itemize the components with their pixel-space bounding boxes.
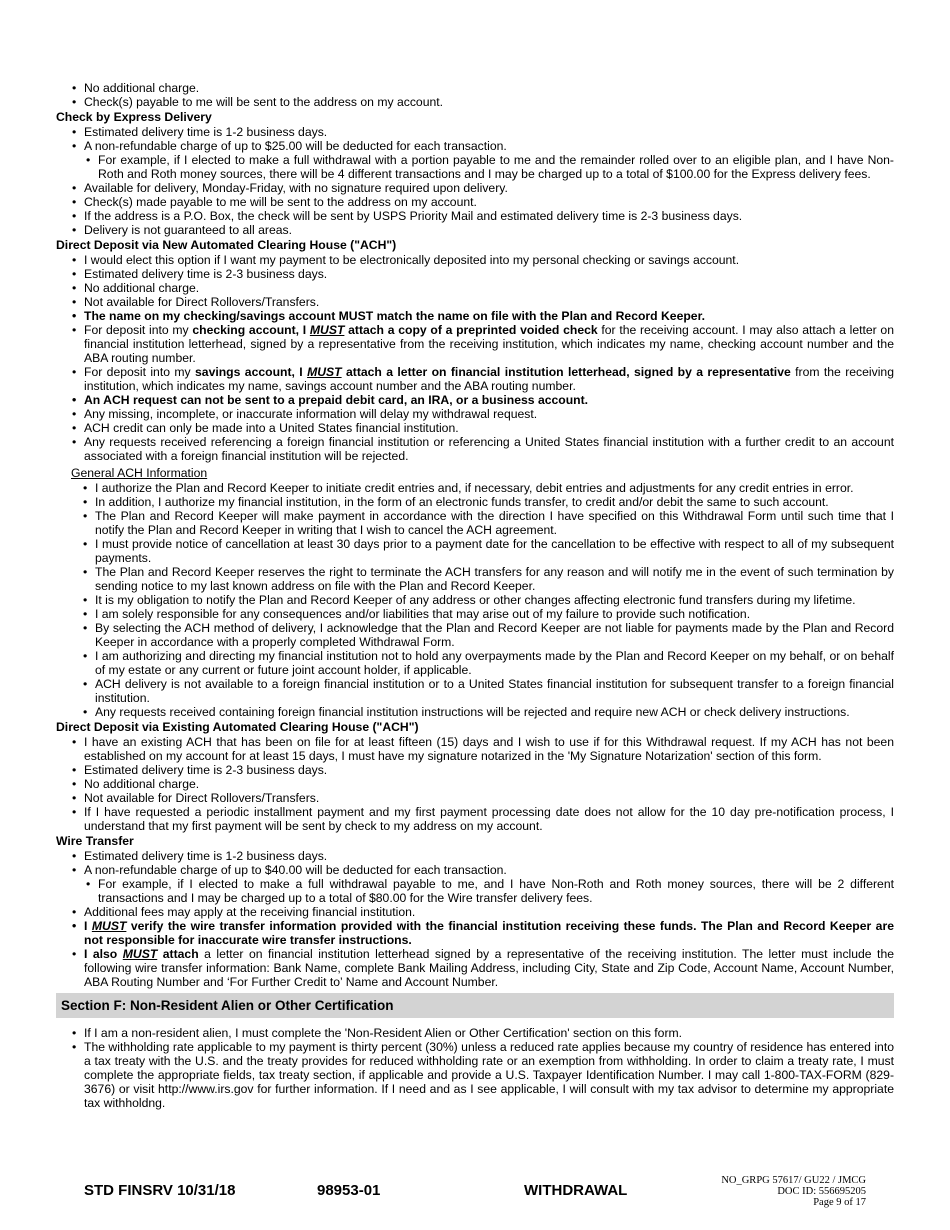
- list-item: • By selecting the ACH method of delivery, I acknowledge that the Plan and Record Keeper are not liable for payments made by the Plan and Record Keeper in accordance with a properly completed Withdrawal Form.: [95, 621, 894, 649]
- list-item: [84, 863, 894, 905]
- text: I also: [84, 947, 123, 961]
- text: checking account, I: [192, 323, 310, 337]
- list-item: • The withholding rate applicable to my payment is thirty percent (30%) unless a reduced rate applies because my country of residence has entered into a tax treaty with the U.S. and the treaty provides for reduced withholding rate or an exemption from withholding. In order to claim a treaty rate, I must complete the appropriate fields, tax treaty section, if applicable and provide a U.S. Taxpayer Identification Number. I may call 1-800-TAX-FORM (829-3676) or visit http://www.irs.gov for further information. If I need and as I see applicable, I will consult with my tax advisor to determine my appropriate tax withholdng.: [84, 1040, 894, 1110]
- text: a letter on financial institution letterhead signed by a representative of the receiving institution. The letter must include the following wire transfer information: Bank Name, complete Bank Mailing Address, including City, State and Zip Code, Account Name, Account Number, ABA Routing Number and ‘For Further Credit to’ Name and Account Number.: [84, 947, 894, 989]
- list-item: • It is my obligation to notify the Plan and Record Keeper of any address or other changes affecting electronic fund transfers during my lifetime.: [95, 593, 894, 607]
- list-item: • Estimated delivery time is 2-3 business days.: [84, 763, 894, 777]
- list-item: • No additional charge.: [84, 81, 894, 95]
- text: attach: [157, 947, 199, 961]
- list-item: • Delivery is not guaranteed to all areas.: [84, 223, 894, 237]
- list-item: • If I am a non-resident alien, I must complete the 'Non-Resident Alien or Other Certification' section on this form.: [84, 1026, 894, 1040]
- list-item: • The Plan and Record Keeper will make payment in accordance with the direction I have specified on this Withdrawal Form until such time that I notify the Plan and Record Keeper in writing that I wish to cancel the ACH agreement.: [95, 509, 894, 537]
- list-item: • I would elect this option if I want my payment to be electronically deposited into my personal checking or savings account.: [84, 253, 894, 267]
- list-item-text: A non-refundable charge of up to $40.00 will be deducted for each transaction.: [84, 863, 507, 877]
- general-ach-heading: [71, 465, 894, 481]
- text: for the receiving account. I may also attach a letter on financial institution letterhead, signed by a representative from the receiving institution, which indicates my name, checking account number and the ABA routing number.: [84, 323, 894, 365]
- list-item: • Not available for Direct Rollovers/Transfers.: [84, 791, 894, 805]
- page-footer: [0, 1172, 950, 1222]
- list-item: • If I have requested a periodic installment payment and my first payment processing date does not allow for the 10 day pre-notification process, I understand that my first payment will be sent by check to my address on my account.: [84, 805, 894, 833]
- wire-heading: Wire Transfer: [56, 834, 134, 848]
- list-item: • I am solely responsible for any consequences and/or liabilities that may arise out of my failure to provide such notification.: [95, 607, 894, 621]
- list-item: • For example, if I elected to make a full withdrawal with a portion payable to me and the remainder rolled over to an eligible plan, and I have Non-Roth and Roth money sources, there will be 4 different transactions and I may be charged up to a total of $100.00 for the Express delivery fees.: [98, 153, 894, 181]
- text: For deposit into my: [84, 323, 193, 337]
- text: attach a copy of a preprinted voided check: [344, 323, 598, 337]
- text: I: [84, 919, 92, 933]
- list-item: [84, 139, 894, 181]
- list-item: • I have an existing ACH that has been on file for at least fifteen (15) days and I wish to use if for this Withdrawal request. If my ACH has not been established on my account for at least 15 days, I must have my signature notarized in the 'My Signature Notarization' section of this form.: [84, 735, 894, 763]
- express-list: [84, 125, 894, 237]
- list-item: • The Plan and Record Keeper reserves the right to terminate the ACH transfers for any reason and will notify me in the event of such termination by sending notice to my last known address on file with the Plan and Record Keeper.: [95, 565, 894, 593]
- wire-list: [84, 849, 894, 989]
- ach-new-heading: Direct Deposit via New Automated Clearing House ("ACH"): [56, 238, 397, 252]
- document-body: [56, 81, 894, 1110]
- list-item: • If the address is a P.O. Box, the check will be sent by USPS Priority Mail and estimated delivery time is 2-3 business days.: [84, 209, 894, 223]
- list-item: • Available for delivery, Monday-Friday, with no signature required upon delivery.: [84, 181, 894, 195]
- list-item: • I am authorizing and directing my financial institution not to hold any overpayments made by the Plan and Record Keeper on my behalf, or on behalf of my estate or any current or future joint account holder, if applicable.: [95, 649, 894, 677]
- list-item: • The name on my checking/savings account MUST match the name on file with the Plan and Record Keeper.: [84, 309, 894, 323]
- express-heading: Check by Express Delivery: [56, 110, 212, 124]
- ach-existing-list: [84, 735, 894, 833]
- sub-list: [98, 877, 894, 905]
- list-item: • No additional charge.: [84, 777, 894, 791]
- section-f-list: [84, 1026, 894, 1110]
- form-id: STD FINSRV 10/31/18: [84, 1182, 236, 1199]
- list-item: • ACH credit can only be made into a United States financial institution.: [84, 421, 894, 435]
- list-item: • Any requests received referencing a foreign financial institution or referencing a United States financial institution with a further credit to an account associated with a foreign financial institution will be rejected.: [84, 435, 894, 463]
- text: For deposit into my: [84, 365, 196, 379]
- list-item: [84, 365, 894, 393]
- section-f-header: Section F: Non-Resident Alien or Other Certification: [56, 993, 894, 1018]
- doc-id: DOC ID: 556695205: [777, 1186, 866, 1197]
- page-number: Page 9 of 17: [813, 1197, 866, 1208]
- text: General ACH Information: [71, 466, 208, 480]
- list-item: • Additional fees may apply at the receiving financial institution.: [84, 905, 894, 919]
- ach-existing-heading: Direct Deposit via Existing Automated Clearing House ("ACH"): [56, 720, 419, 734]
- must-emphasis: MUST: [91, 919, 127, 933]
- list-item: • For example, if I elected to make a full withdrawal payable to me, and I have Non-Roth and Roth money sources, there will be 2 different transactions and I may be charged up to a total of $80.00 for the Wire transfer delivery fees.: [98, 877, 894, 905]
- document-info: [700, 1175, 866, 1208]
- must-emphasis: MUST: [122, 947, 158, 961]
- list-item: • Estimated delivery time is 2-3 business days.: [84, 267, 894, 281]
- must-emphasis: MUST: [309, 323, 345, 337]
- check-list: [84, 81, 894, 109]
- general-ach-list: [95, 481, 894, 719]
- list-item: [84, 919, 894, 947]
- list-item: • Check(s) made payable to me will be sent to the address on my account.: [84, 195, 894, 209]
- sub-list: [98, 153, 894, 181]
- list-item: • Any missing, incomplete, or inaccurate information will delay my withdrawal request.: [84, 407, 894, 421]
- form-number: 98953-01: [317, 1182, 381, 1199]
- text: from the receiving institution, which indicates my name, savings account number and the ABA routing number.: [84, 365, 894, 393]
- list-item: • No additional charge.: [84, 281, 894, 295]
- list-item: • ACH delivery is not available to a foreign financial institution or to a United States financial institution for subsequent transfer to a foreign financial institution.: [95, 677, 894, 705]
- list-item: • I must provide notice of cancellation at least 30 days prior to a payment date for the cancellation to be effective with respect to all of my subsequent payments.: [95, 537, 894, 565]
- list-item: • Check(s) payable to me will be sent to the address on my account.: [84, 95, 894, 109]
- group-code: NO_GRPG 57617/ GU22 / JMCG: [721, 1175, 866, 1186]
- list-item: • Not available for Direct Rollovers/Transfers.: [84, 295, 894, 309]
- text: verify the wire transfer information provided with the financial institution receiving these funds. The Plan and Record Keeper are not responsible for inaccurate wire transfer instructions.: [84, 919, 894, 947]
- text: attach a letter on financial institution letterhead, signed by a representative: [341, 365, 791, 379]
- list-item: • Estimated delivery time is 1-2 business days.: [84, 125, 894, 139]
- list-item: • Any requests received containing foreign financial institution instructions will be rejected and require new ACH or check delivery instructions.: [95, 705, 894, 719]
- text: savings account, I: [195, 365, 308, 379]
- list-item: • I authorize the Plan and Record Keeper to initiate credit entries and, if necessary, debit entries and adjustments for any credit entries in error.: [95, 481, 894, 495]
- list-item: [84, 947, 894, 989]
- ach-new-list: [84, 253, 894, 463]
- list-item: • In addition, I authorize my financial institution, in the form of an electronic funds transfer, to credit and/or debit the same to such account.: [95, 495, 894, 509]
- form-type: WITHDRAWAL: [524, 1182, 628, 1199]
- list-item: • An ACH request can not be sent to a prepaid debit card, an IRA, or a business account.: [84, 393, 894, 407]
- must-emphasis: MUST: [307, 365, 342, 379]
- list-item-text: A non-refundable charge of up to $25.00 will be deducted for each transaction.: [84, 139, 507, 153]
- list-item: [84, 323, 894, 365]
- list-item: • Estimated delivery time is 1-2 business days.: [84, 849, 894, 863]
